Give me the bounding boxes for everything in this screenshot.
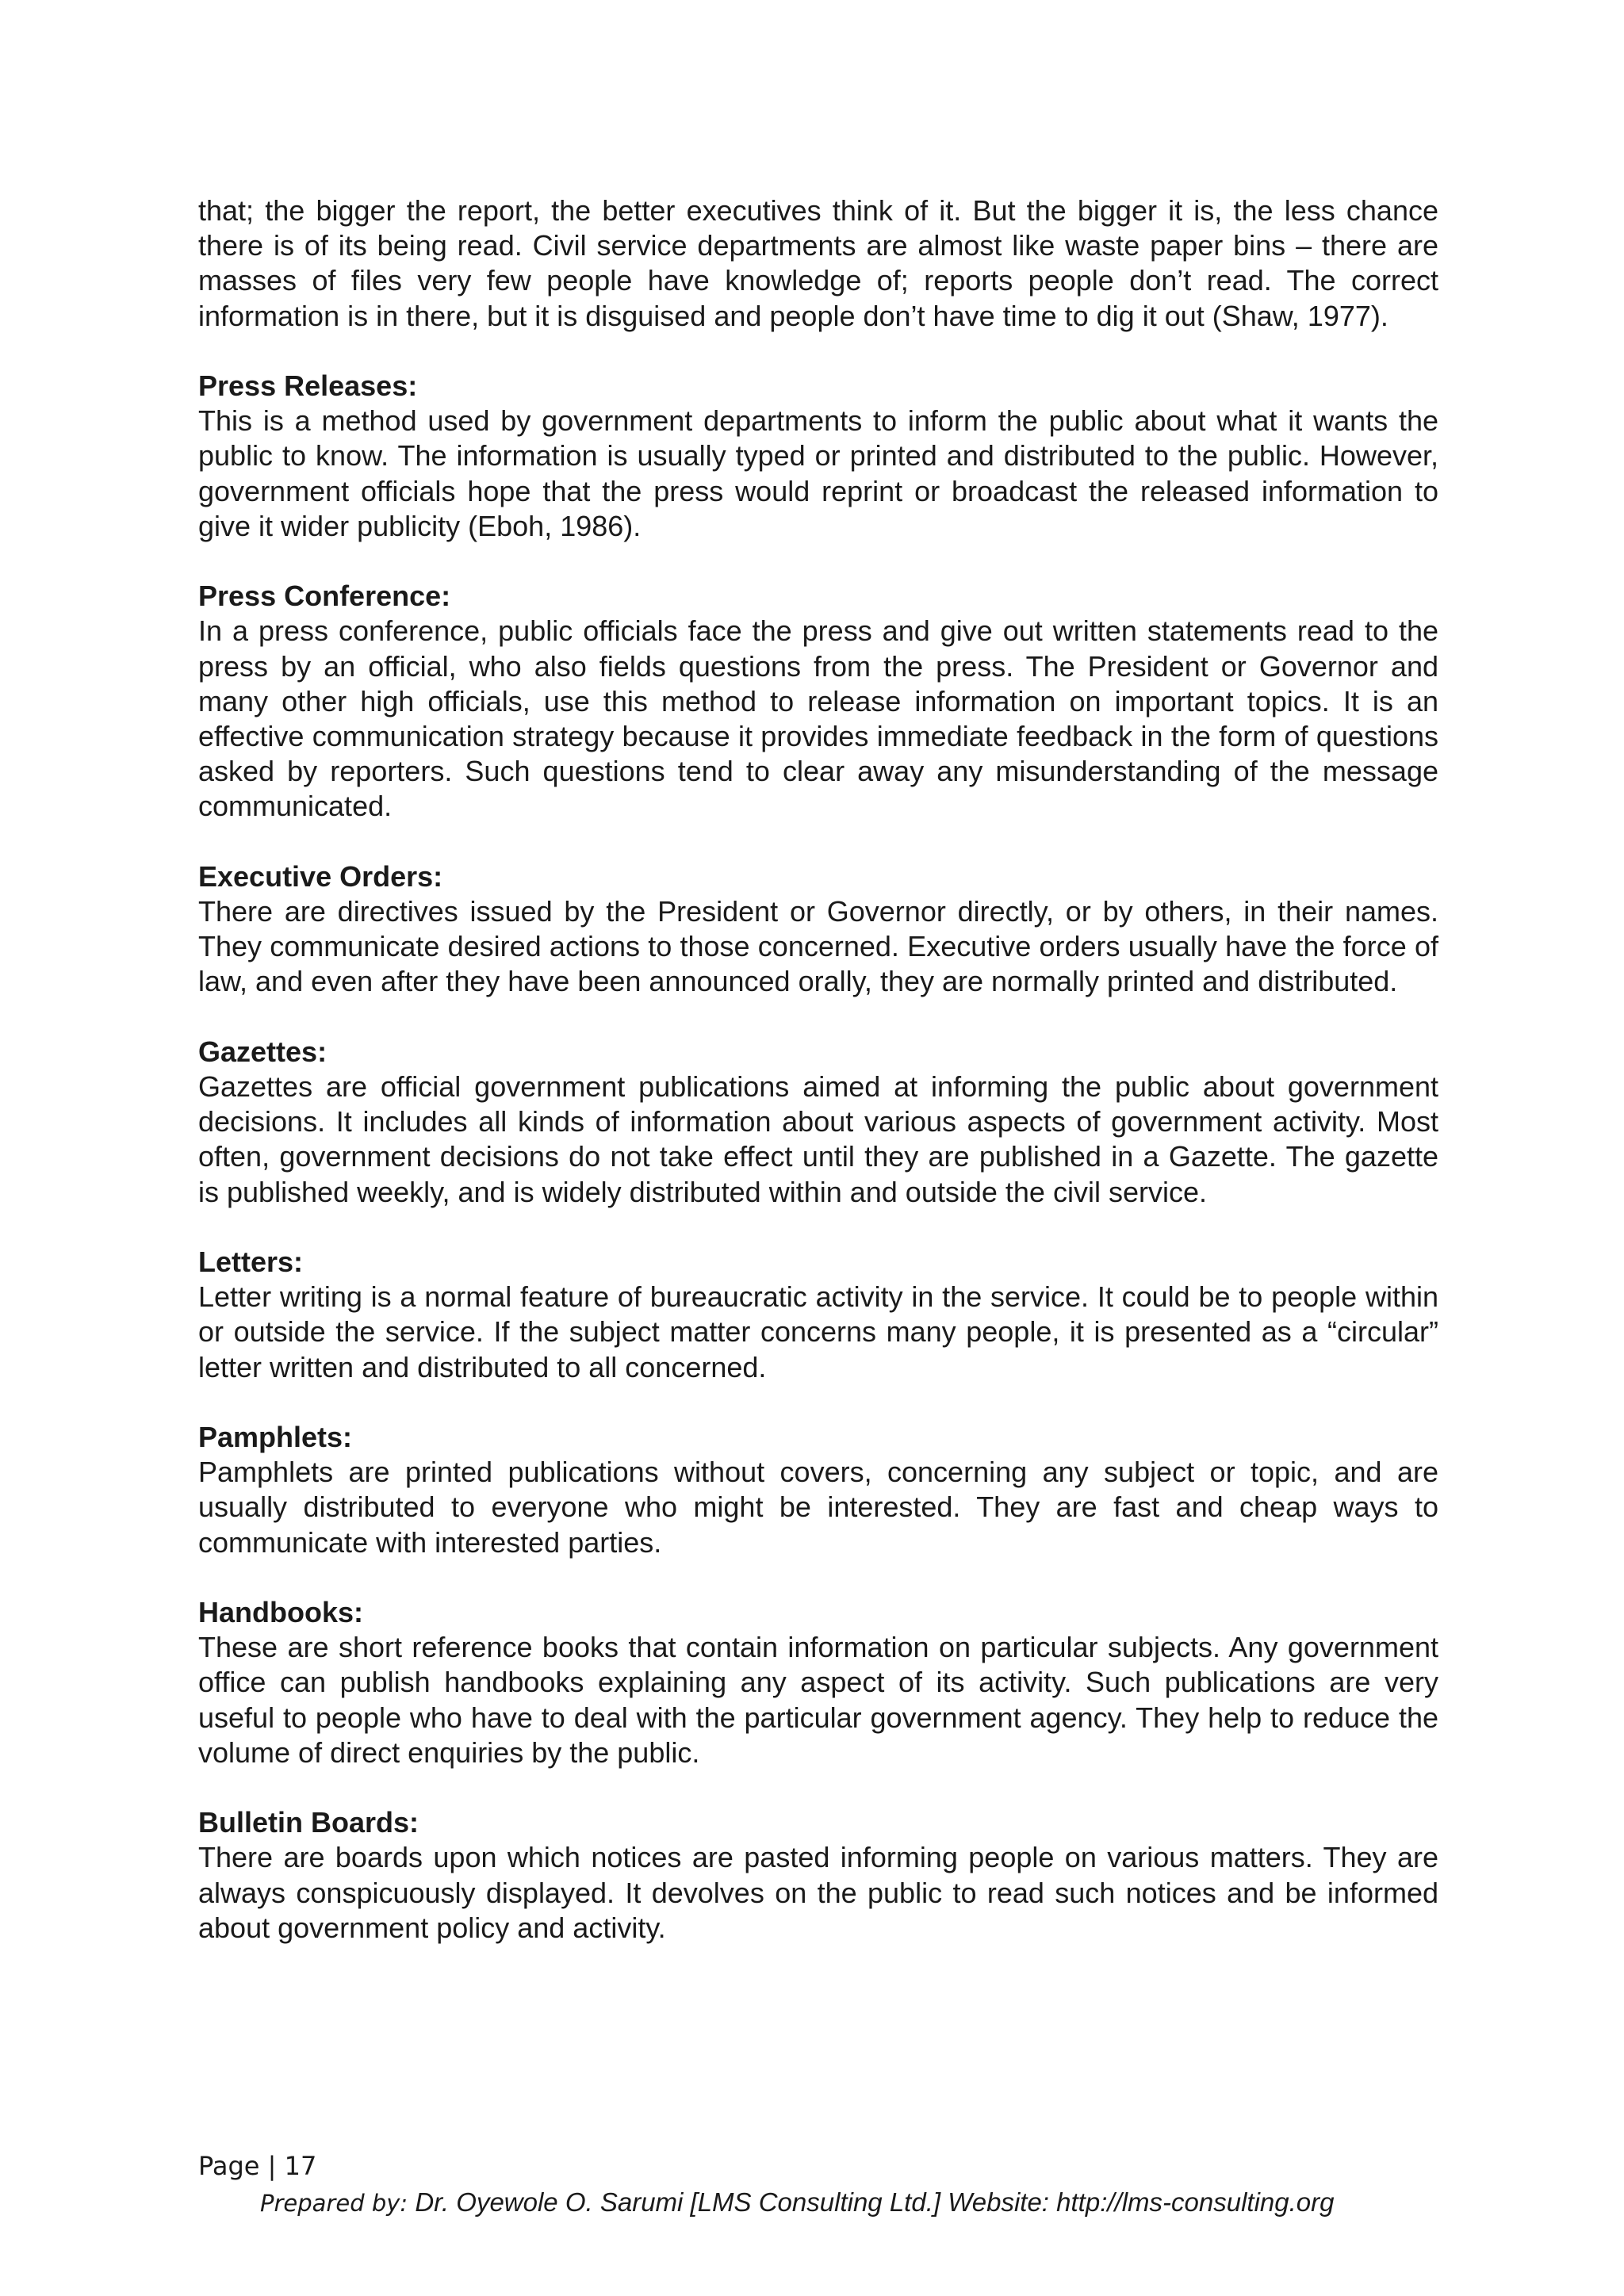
section-body: Pamphlets are printed publications without covers, concerning any subject or topic, and are usually distributed to everyone who might be interested. They are fast and cheap ways to communicate with interested parties. [198,1456,1438,1559]
section-body: Letter writing is a normal feature of bureaucratic activity in the service. It could be to people within or outside the service. If the subject matter concerns many people, it is presented as a “circular” letter written and distributed to all concerned. [198,1280,1438,1383]
section-heading: Gazettes: [198,1035,327,1068]
intro-paragraph: that; the bigger the report, the better executives think of it. But the bigger it is, the less chance there is of its being read. Civil service departments are almost like waste paper bins – there are masses of files very few people have knowledge of; reports people don’t read. The correct information is in there, but it is disguised and people don’t have time to dig it out (Shaw, 1977). [198,194,1438,332]
prepared-by-text: Dr. Oyewole O. Sarumi [LMS Consulting Ltd.] Website: http://lms-consulting.org [408,2187,1335,2217]
prepared-by-footer [260,2187,1450,2219]
section-body: Gazettes are official government publications aimed at informing the public about government decisions. It includes all kinds of information about various aspects of government activity. Most often, government decisions do not take effect until they are published in a Gazette. The gazette is published weekly, and is widely distributed within and outside the civil service. [198,1070,1438,1208]
section-body: This is a method used by government departments to inform the public about what it wants the public to know. The information is usually typed or printed and distributed to the public. However, government officials hope that the press would reprint or broadcast the released information to give it wider publicity (Eboh, 1986). [198,404,1438,542]
section-heading: Press Conference: [198,580,451,613]
section-gazettes [198,1035,1438,1210]
section-heading: Handbooks: [198,1596,364,1629]
section-press-releases [198,369,1438,544]
section-press-conference [198,579,1438,824]
section-heading: Press Releases: [198,369,418,402]
section-heading: Pamphlets: [198,1421,353,1454]
section-body: There are directives issued by the President or Governor directly, or by others, in their names. They communicate desired actions to those concerned. Executive orders usually have the force of law, and even after they have been announced orally, they are normally printed and distributed. [198,895,1438,998]
page-number: Page | 17 [198,2151,317,2181]
section-handbooks [198,1595,1438,1770]
section-pamphlets [198,1420,1438,1560]
section-body: There are boards upon which notices are pasted informing people on various matters. They are always conspicuously displayed. It devolves on the public to read such notices and be informed about government policy and activity. [198,1841,1438,1944]
prepared-by-label: Prepared by: [260,2190,408,2217]
section-body: These are short reference books that contain information on particular subjects. Any government office can publish handbooks explaining any aspect of its activity. Such publications are very useful to people who have to deal with the particular government agency. They help to reduce the volume of direct enquiries by the public. [198,1631,1438,1769]
section-letters [198,1245,1438,1385]
section-bulletin-boards [198,1805,1438,1946]
section-heading: Letters: [198,1246,304,1279]
page-body [198,193,1438,1946]
section-body: In a press conference, public officials face the press and give out written statements read to the press by an official, who also fields questions from the press. The President or Governor and many other high officials, use this method to release information on important topics. It is an effective communication strategy because it provides immediate feedback in the form of questions asked by reporters. Such questions tend to clear away any misunderstanding of the message communicated. [198,614,1438,823]
section-heading: Executive Orders: [198,859,443,893]
section-executive-orders [198,859,1438,1000]
section-heading: Bulletin Boards: [198,1806,419,1839]
